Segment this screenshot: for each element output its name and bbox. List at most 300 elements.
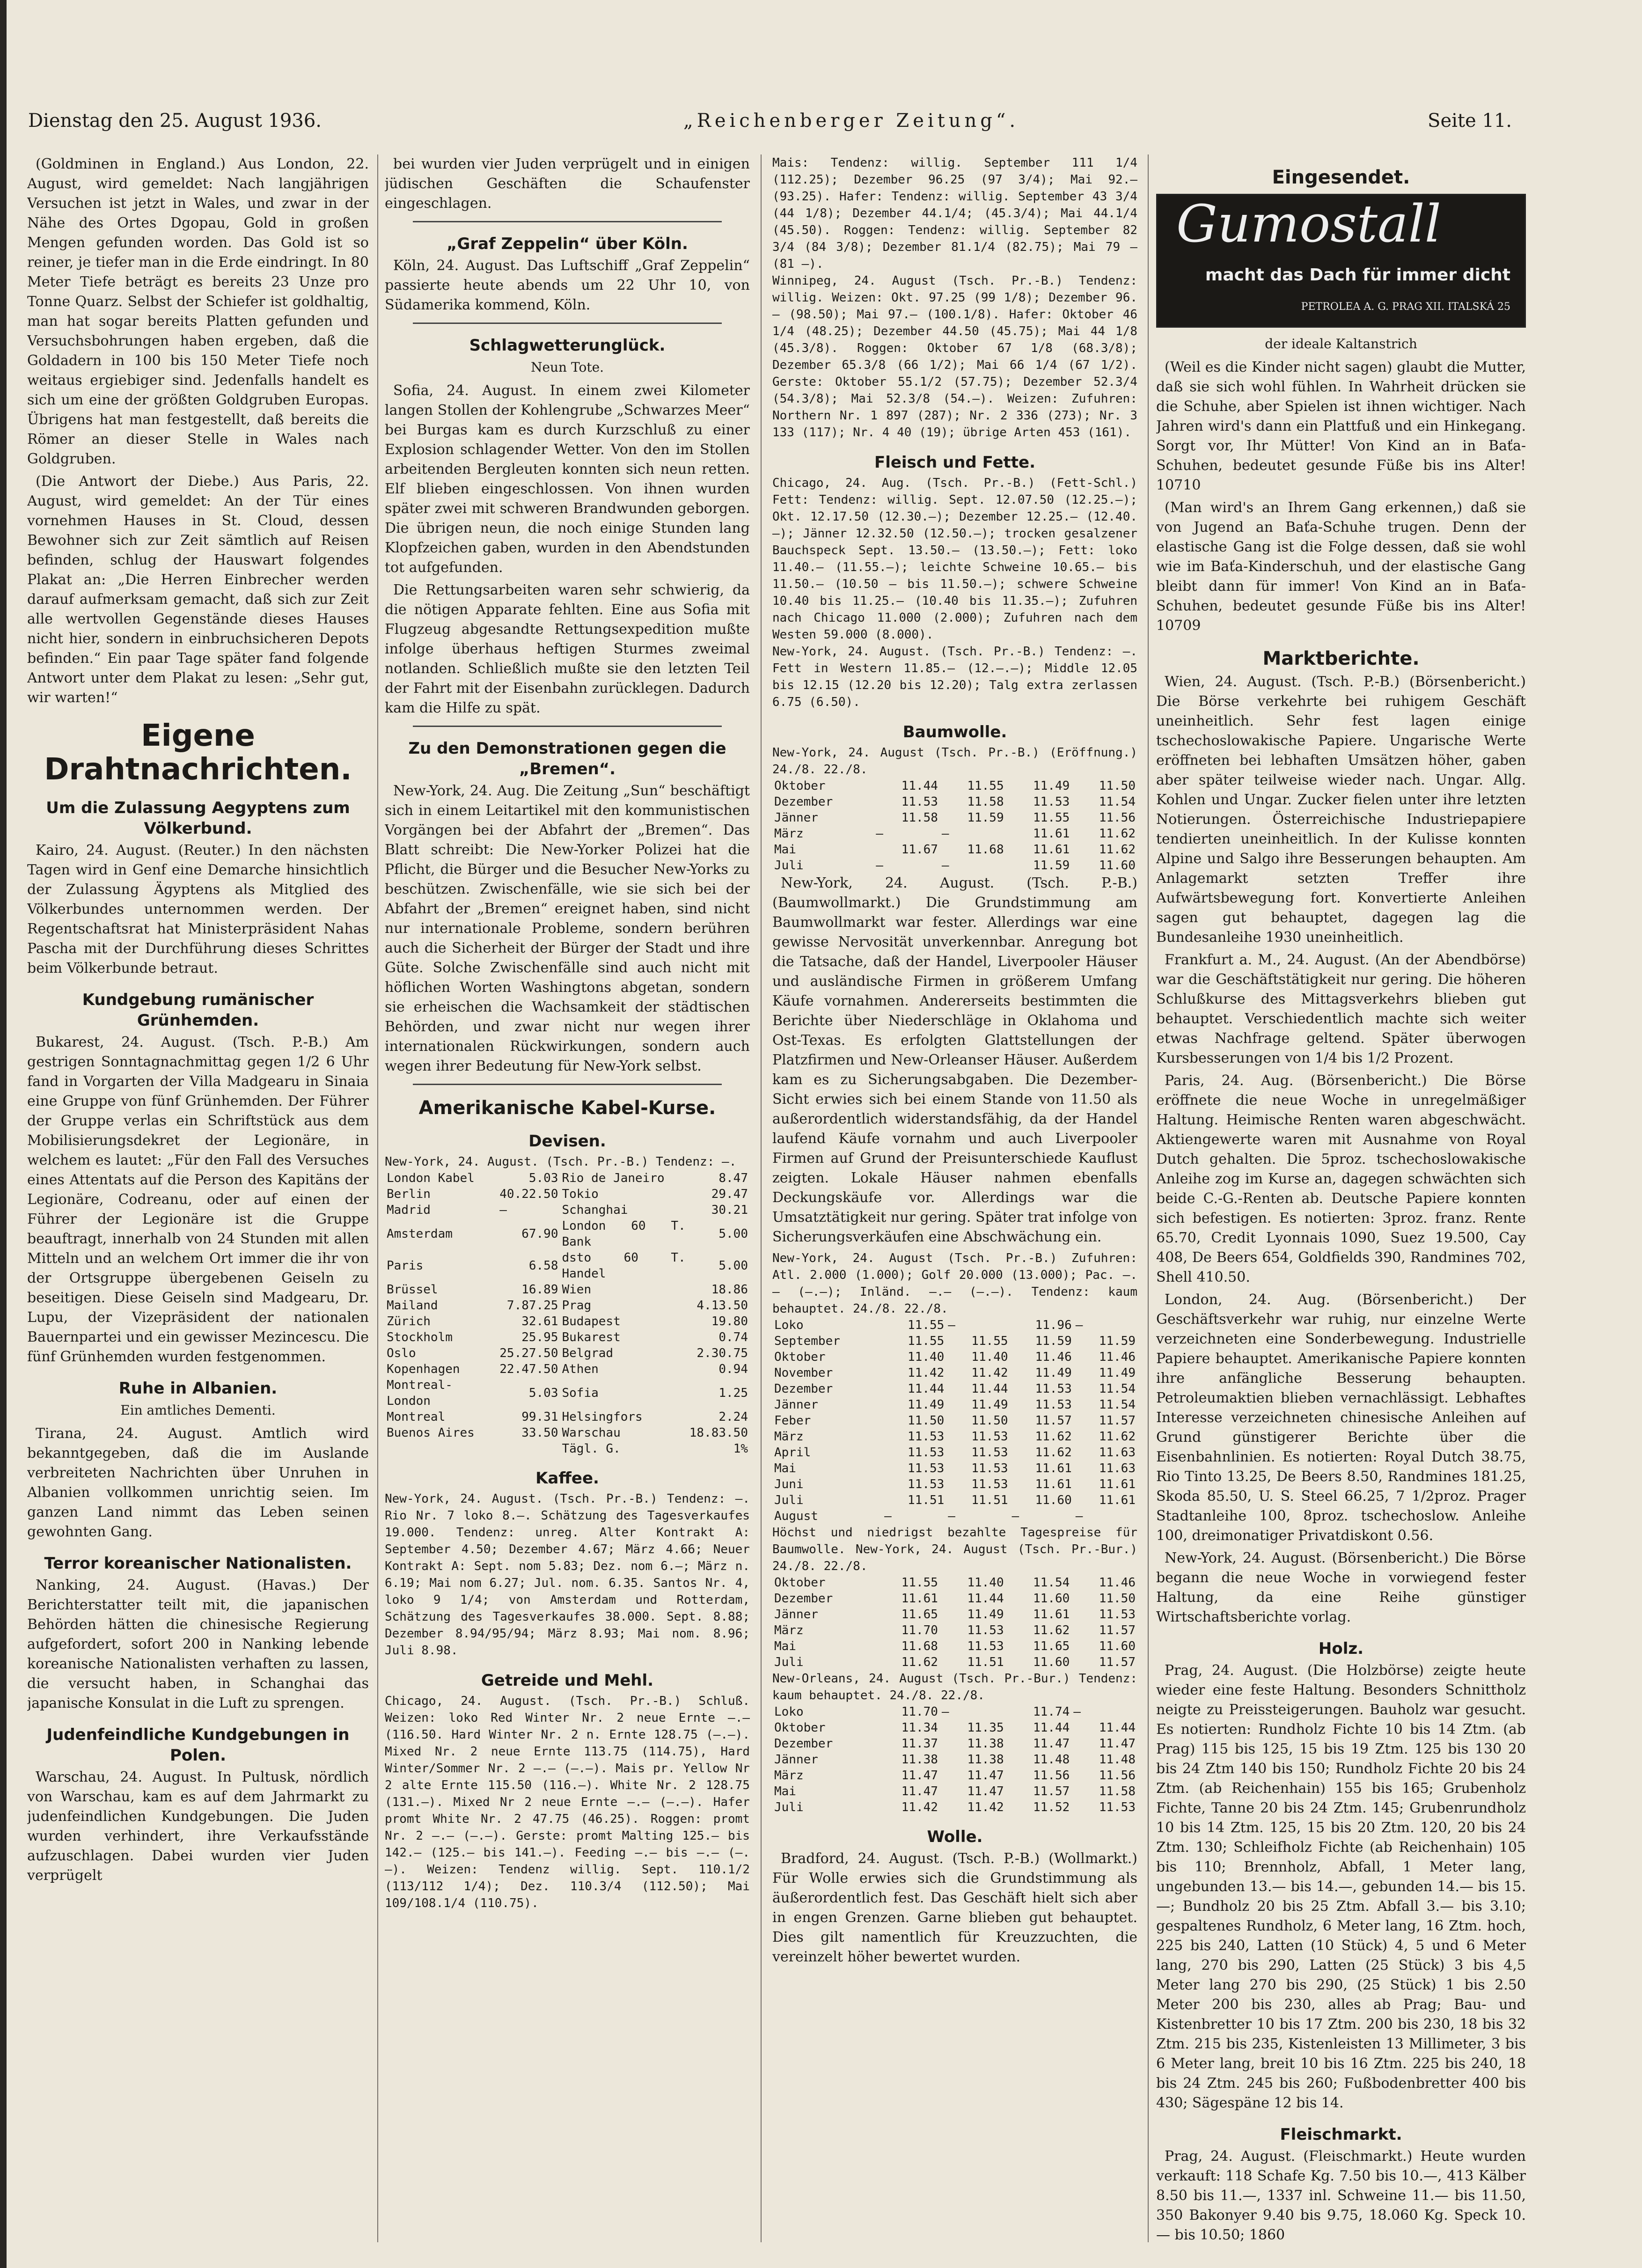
table-cell: — bbox=[948, 1509, 955, 1523]
table-cell: 25.95 bbox=[521, 1330, 558, 1344]
table-cell: Wien bbox=[562, 1283, 592, 1297]
table-row bbox=[772, 1381, 1137, 1397]
divider bbox=[413, 1084, 722, 1085]
table-row bbox=[772, 1704, 1137, 1720]
table-cell: 11.62 bbox=[1099, 843, 1136, 857]
ad-tagline: der ideale Kaltanstrich bbox=[1265, 336, 1417, 352]
table-cell: Jänner bbox=[774, 811, 818, 825]
table-cell: Sofia bbox=[562, 1386, 599, 1400]
notice-gang: (Man wird's an Ihrem Gang erkennen,) daß sie von Jugend an Baťa-Schuhe trugen. Denn der elastische Gang ist die Folge dessen, daß sie wohl wie im Baťa-Kinderschuh, und der elastische Gang bleibt dann für immer! Von Kind an in Baťa-Schuhen, bedeutet gesunde Füße bis ins Alter! 10709 bbox=[1156, 499, 1526, 634]
devisen-header: New-York, 24. August. (Tsch. Pr.-B.) Tendenz: —. bbox=[385, 1155, 737, 1169]
table-cell: 11.49 bbox=[971, 1398, 1008, 1412]
table-cell: 11.44 bbox=[967, 1592, 1004, 1606]
table-cell: 11.37 bbox=[901, 1737, 938, 1751]
baumwolle-bericht: New-York, 24. August. (Tsch. P.-B.) (Baumwollmarkt.) Die Grundstimmung am Baumwollmarkt war fester. Allerdings war eine gewisse Nervosität unverkennbar. Anregung bot die Tatsache, daß der Handel, Liverpooler Häuser und ausländische Firmen in größerem Umfang Käufe vornahmen. Andererseits bestimmten die Berichte über Niederschläge in Oklahoma und Ost-Texas. Es erfolgten Glattstellungen der Platzfirmen und New-Orleanser Häuser. Außerdem kam es zu Sicherungsabgaben. Die Dezember-Sicht erwies sich bei einem Stande von 11.50 als außerordentlich widerstandsfähig, da der Handel laufend Käufe vornahm und auch Liverpooler Firmen auf Grund der Preisunterschiede Kauflust zeigten. Lokale Häuser nahmen ebenfalls Deckungskäufe vor. Allerdings war die Umsatztätigkeit nur gering. Später trat infolge von Sicherungsverkäufen eine Abschwächung ein. bbox=[772, 875, 1137, 1245]
table-cell: 16.89 bbox=[521, 1283, 558, 1297]
table-cell: 11.96 bbox=[1035, 1318, 1072, 1332]
heading-devisen: Devisen. bbox=[528, 1132, 606, 1151]
table-cell: 4.13.50 bbox=[696, 1299, 748, 1313]
table-cell: 0.94 bbox=[718, 1362, 748, 1376]
table-cell: 2.24 bbox=[718, 1410, 748, 1424]
mais-report: Mais: Tendenz: willig. September 111 1/4 (112.25); Dezember 96.25 (97 3/4); Mai 92.— (93.25). Hafer: Tendenz: willig. September 43 3/4 (44 1/8); Dezember 44.1/4; (45.3/4); Mai 44.1/4 (45.50). Roggen: Tendenz: willig. September 82 3/4 (84 3/8); Dezember 81.1/4 (82.75); Mai 79 — (81 —). bbox=[772, 156, 1137, 271]
table-row bbox=[385, 1377, 750, 1409]
table-cell: — bbox=[1073, 1705, 1081, 1719]
article-zeppelin: Köln, 24. August. Das Luftschiff „Graf Zeppelin“ passierte heute abends um 22 Uhr 10, von Südamerika kommend, Köln. bbox=[385, 257, 750, 313]
table-row bbox=[772, 858, 1137, 873]
table-cell: 11.34 bbox=[901, 1721, 938, 1735]
wolle-report: Bradford, 24. August. (Tsch. P.-B.) (Wollmarkt.) Für Wolle erwies sich die Grundstimmung als äußerordentlich fest. Das Geschäft hielt sich aber in engen Grenzen. Garne blieben gut behauptet. Dies gilt namentlich für Kreuzzuchten, die vereinzelt höher bewertet wurden. bbox=[772, 1850, 1137, 1965]
table-row bbox=[772, 1445, 1137, 1461]
table-cell: 11.54 bbox=[1099, 795, 1136, 809]
table-cell: Feber bbox=[774, 1414, 811, 1428]
section-heading-kabelkurse: Amerikanische Kabel-Kurse. bbox=[418, 1097, 716, 1119]
table-cell: Juli bbox=[774, 1655, 804, 1669]
table-cell: Tägl. G. bbox=[562, 1442, 621, 1456]
table-cell: 11.62 bbox=[1035, 1430, 1072, 1444]
table-cell: 2.30.75 bbox=[696, 1346, 748, 1360]
table-row bbox=[385, 1186, 750, 1202]
table-row bbox=[772, 810, 1137, 826]
table-row bbox=[772, 1413, 1137, 1429]
table-row bbox=[772, 778, 1137, 794]
table-row bbox=[772, 1720, 1137, 1736]
newspaper-title: „Reichenberger Zeitung“. bbox=[683, 110, 1019, 132]
table-cell: Schanghai bbox=[562, 1203, 628, 1217]
subheadline-albanien: Ein amtliches Dementi. bbox=[120, 1402, 276, 1418]
table-cell: 11.61 bbox=[1099, 1477, 1136, 1491]
table-cell: Mai bbox=[774, 1639, 796, 1653]
table-cell: — bbox=[1075, 1318, 1083, 1332]
issue-date: Dienstag den 25. August 1936. bbox=[28, 110, 322, 132]
baumwolle2-table bbox=[772, 1317, 1137, 1524]
table-cell: Jänner bbox=[774, 1398, 818, 1412]
table-cell: März bbox=[774, 1430, 804, 1444]
column-4 bbox=[1156, 154, 1526, 2242]
divider bbox=[413, 323, 722, 324]
table-cell: 11.44 bbox=[971, 1382, 1008, 1396]
table-cell: 11.63 bbox=[1099, 1446, 1136, 1460]
table-cell: 11.55 bbox=[908, 1334, 945, 1348]
table-cell: Mai bbox=[774, 1461, 796, 1475]
table-cell: 5.00 bbox=[718, 1227, 748, 1241]
table-row bbox=[772, 842, 1137, 858]
article-schlagwetter: Sofia, 24. August. In einem zwei Kilometer langen Stollen der Kohlengrube „Schwarzes Meer“ bei Burgas kam es durch Kurzschluß zu einer Explosion schlagender Wetter. Von den im Stollen arbeitenden Bergleuten konnten sich neun retten. Elf blieben eingeschlossen. Von ihnen wurden später zwei mit schweren Brandwunden geborgen. Die übrigen neun, die noch einige Stunden lang Klopfzeichen gaben, wurden in den Abendstunden tot aufgefunden. bbox=[385, 382, 750, 576]
table-cell: Berlin bbox=[387, 1187, 431, 1201]
table-row bbox=[772, 1333, 1137, 1349]
table-cell: 25.27.50 bbox=[499, 1346, 558, 1360]
table-cell: 11.53 bbox=[971, 1461, 1008, 1475]
table-cell: Montreal-London bbox=[387, 1378, 453, 1408]
ad-firm: PETROLEA A. G. PRAG XII. ITALSKÁ 25 bbox=[1301, 301, 1510, 313]
table-cell: Prag bbox=[562, 1299, 592, 1313]
table-cell: 11.44 bbox=[901, 779, 938, 793]
table-row bbox=[772, 1736, 1137, 1752]
table-cell: 22.47.50 bbox=[499, 1362, 558, 1376]
table-row bbox=[772, 1575, 1137, 1591]
table-cell: 32.61 bbox=[521, 1314, 558, 1329]
table-row bbox=[385, 1425, 750, 1441]
report-paris: Paris, 24. Aug. (Börsenbericht.) Die Börse eröffnete die neue Woche in unregelmäßiger Haltung. Heimische Renten waren abgeschwächt. Aktiengewerte waren mit Ausnahme von Royal Dutch gehalten. Die 5proz. tschechoslowakische Anleihe zog im Kurse an, dagegen schwächten sich beide C.-G.-Renten ab. Deutsche Papiere konnten sich befestigen. Es notierten: 3proz. franz. Rente 65.70, Credit Lyonnais 1090, Suez 19.500, Cay 408, De Beers 654, Goldfields 390, Randmines 702, Shell 410.50. bbox=[1156, 1072, 1526, 1285]
table-cell: 11.62 bbox=[1035, 1446, 1072, 1460]
headline-bremen: Zu den Demonstrationen gegen die „Bremen“. bbox=[408, 739, 726, 778]
table-cell: Oktober bbox=[774, 779, 826, 793]
table-cell: 11.56 bbox=[1099, 1769, 1136, 1783]
article-judenfeindlich: Warschau, 24. August. In Pultusk, nördlich von Warschau, kam es auf dem Jahrmarkt zu judenfeindlichen Kundgebungen. Die Juden wurden verhindert, ihre Verkaufsstände aufzuschlagen. Dabei wurden vier Juden verprügelt bbox=[27, 1769, 369, 1884]
table-cell: 11.55 bbox=[971, 1334, 1008, 1348]
table-row bbox=[772, 1638, 1137, 1654]
table-cell: 11.53 bbox=[901, 795, 938, 809]
table-cell: 11.61 bbox=[1033, 1607, 1070, 1622]
table-cell: 29.47 bbox=[711, 1187, 748, 1201]
column-rule bbox=[377, 154, 378, 2242]
table-cell: Dezember bbox=[774, 1592, 833, 1606]
neworleans-table bbox=[772, 1704, 1137, 1815]
table-cell: 11.40 bbox=[971, 1350, 1008, 1364]
heading-kaffee: Kaffee. bbox=[535, 1469, 599, 1488]
kaffee-report: New-York, 24. August. (Tsch. Pr.-B.) Tendenz: —. Rio Nr. 7 loko 8.—. Schätzung des Tagesverkaufes 19.000. Tendenz: unreg. Alter Kontrakt A: September 4.50; Dezember 4.67; März 4.66; Neuer Kontrakt A: Sept. nom 5.83; Dez. nom 6.—; März n. 6.19; Mai nom 6.27; Jul. nom. 6.35. Santos Nr. 4, loko 9 1/4; von Amsterdam und Rotterdam, Schätzung des Tagesverkaufes 38.000. Sept. 8.88; Dezember 8.94/95/94; März 8.93; Mai nom. 8.96; Juli 8.98. bbox=[385, 1492, 750, 1658]
column-rule bbox=[761, 154, 762, 2242]
table-cell: 11.50 bbox=[1099, 779, 1136, 793]
table-cell: 11.57 bbox=[1099, 1414, 1136, 1428]
table-cell: 11.50 bbox=[971, 1414, 1008, 1428]
table-cell: 11.50 bbox=[1099, 1592, 1136, 1606]
table-cell: 11.49 bbox=[908, 1398, 945, 1412]
table-cell: 11.61 bbox=[1035, 1461, 1072, 1475]
table-cell: 11.42 bbox=[901, 1800, 938, 1814]
fett-newyork-report: New-York, 24. August. (Tsch. Pr.-B.) Tendenz: —. Fett in Western 11.85.— (12.—.—); Middle 12.05 bis 12.15 (12.20 bis 12.20); Talg extra zerlassen 6.75 (6.50). bbox=[772, 645, 1137, 709]
article-albanien: Tirana, 24. August. Amtlich wird bekanntgegeben, daß die im Auslande verbreiteten Nachrichten über Unruhen in Albanien vollkommen unrichtig seien. Im ganzen Land nimmt das Leben seinen gewohnten Gang. bbox=[27, 1425, 369, 1540]
table-cell: — bbox=[941, 827, 949, 841]
table-cell: 11.58 bbox=[967, 795, 1004, 809]
table-cell: 11.61 bbox=[1035, 1477, 1072, 1491]
table-cell: 11.53 bbox=[908, 1446, 945, 1460]
table-cell: März bbox=[774, 1769, 804, 1783]
divider bbox=[413, 221, 722, 222]
table-cell: Amsterdam bbox=[387, 1227, 453, 1241]
fleisch-report: Chicago, 24. Aug. (Tsch. Pr.-B.) (Fett-Schl.) Fett: Tendenz: willig. Sept. 12.07.50 (12.25.—); Okt. 12.17.50 (12.30.—); Dezember 12.25.— (12.40.—); Jänner 12.32.50 (12.50.—); trocken gesalzener Bauchspeck Sept. 13.50.— (13.50.—); Fett: loko 11.40.— (11.55.—); leichte Schweine 10.65.— bis 11.50.— (10.50 — bis 11.50.—); schwere Schweine 10.40 bis 11.25.— (10.40 bis 11.35.—); Zufuhren nach Chicago 11.000 (2.000); Zufuhren nach dem Westen 59.000 (8.000). bbox=[772, 476, 1137, 642]
table-cell: Kopenhagen bbox=[387, 1362, 460, 1376]
table-row bbox=[385, 1170, 750, 1186]
article-diebe: (Die Antwort der Diebe.) Aus Paris, 22. August, wird gemeldet: An der Tür eines vornehmen Hauses in St. Cloud, dessen Bewohner sich zur Zeit sämtlich auf Reisen befinden, schlug der Hauswart folgendes Plakat an: „Die Herren Einbrecher werden darauf aufmerksam gemacht, daß sich zur Zeit alle wertvollen Gegenstände dieses Hauses nicht hier, sondern in einbruchsicheren Depots befinden.“ Ein paar Tage später fand folgende Antwort unter dem Plakat zu lesen: „Sehr gut, wir warten!“ bbox=[27, 473, 369, 706]
heading-wolle: Wolle. bbox=[927, 1828, 983, 1846]
table-cell: 11.60 bbox=[1099, 859, 1136, 873]
table-cell: 11.47 bbox=[1099, 1737, 1136, 1751]
table-cell: 11.38 bbox=[967, 1737, 1004, 1751]
headline-judenfeindlich: Judenfeindliche Kundgebungen in Polen. bbox=[46, 1725, 350, 1765]
table-cell: September bbox=[774, 1334, 840, 1348]
table-cell: 11.53 bbox=[971, 1430, 1008, 1444]
table-cell: 30.21 bbox=[711, 1203, 748, 1217]
column-1 bbox=[27, 154, 369, 2242]
table-cell: 1% bbox=[733, 1442, 748, 1456]
table-cell: — bbox=[884, 1509, 892, 1523]
table-cell: London 60 T. Bank bbox=[562, 1219, 686, 1249]
table-cell: 11.62 bbox=[1099, 1430, 1136, 1444]
table-cell: 11.47 bbox=[967, 1784, 1004, 1798]
baumwolle-table bbox=[772, 778, 1137, 873]
table-row bbox=[772, 1317, 1137, 1333]
table-row bbox=[385, 1345, 750, 1361]
report-frankfurt: Frankfurt a. M., 24. August. (An der Abendbörse) war die Geschäftstätigkeit nur gering. Die höheren Schlußkurse des Mittagsverkehrs blieben gut behauptet. Verschiedentlich machte sich weiter etwas Nachfrage geltend. Später überwogen Kursbesserungen von 1/4 bis 1/2 Prozent. bbox=[1156, 952, 1526, 1066]
table-cell: 99.31 bbox=[521, 1410, 558, 1424]
table-row bbox=[772, 1429, 1137, 1445]
table-cell: Mailand bbox=[387, 1299, 438, 1313]
table-cell: 11.38 bbox=[901, 1753, 938, 1767]
article-rettung: Die Rettungsarbeiten waren sehr schwierig, da die nötigen Apparate fehlten. Eine aus Sofia mit Flugzeug abgesandte Rettungsexpedition mußte infolge überhaus heftigen Sturmes zweimal notlanden. Schließlich mußte sie den letzten Teil der Fahrt mit der Eisenbahn zurücklegen. Dadurch kam die Hilfe zu spät. bbox=[385, 582, 750, 716]
table-row bbox=[772, 1508, 1137, 1524]
table-row bbox=[772, 1607, 1137, 1622]
table-row bbox=[772, 1365, 1137, 1381]
table-cell: 11.65 bbox=[901, 1607, 938, 1622]
table-cell: 6.58 bbox=[528, 1259, 558, 1273]
report-fleischmarkt: Prag, 24. August. (Fleischmarkt.) Heute wurden verkauft: 118 Schafe Kg. 7.50 bis 10.—, 413 Kälber 8.50 bis 11.—, 1337 inl. Schweine 11.— bis 11.50, 350 Bakonyer 9.40 bis 9.75, 18.060 Kg. Speck 10.— bis 10.50; 1860 bbox=[1156, 2148, 1526, 2242]
table-row bbox=[772, 1752, 1137, 1768]
table-cell: 5.00 bbox=[718, 1259, 748, 1273]
heading-fleisch-fette: Fleisch und Fette. bbox=[874, 453, 1035, 472]
table-cell: — bbox=[1075, 1509, 1083, 1523]
table-cell: Juni bbox=[774, 1477, 804, 1491]
table-row bbox=[385, 1329, 750, 1345]
table-cell: 11.56 bbox=[1033, 1769, 1070, 1783]
table-row bbox=[385, 1250, 750, 1282]
table-cell: 40.22.50 bbox=[499, 1187, 558, 1201]
table-row bbox=[772, 1622, 1137, 1638]
headline-gruenhemden: Kundgebung rumänischer Grünhemden. bbox=[82, 991, 314, 1030]
table-cell: Dezember bbox=[774, 795, 833, 809]
table-cell: 11.49 bbox=[967, 1607, 1004, 1622]
column-rule bbox=[1148, 154, 1149, 2242]
table-cell: 11.47 bbox=[1033, 1737, 1070, 1751]
table-cell: 11.55 bbox=[967, 779, 1004, 793]
table-cell: Madrid bbox=[387, 1203, 431, 1217]
table-cell: Paris bbox=[387, 1259, 424, 1273]
table-cell: 11.55 bbox=[908, 1318, 945, 1332]
table-cell: 11.55 bbox=[901, 1576, 938, 1590]
table-cell: 0.74 bbox=[718, 1330, 748, 1344]
table-cell: 11.53 bbox=[1035, 1398, 1072, 1412]
table-cell bbox=[385, 1441, 498, 1457]
table-row bbox=[772, 794, 1137, 810]
table-cell: 11.53 bbox=[967, 1639, 1004, 1653]
winnipeg-report: Winnipeg, 24. August (Tsch. Pr.-B.) Tendenz: willig. Weizen: Okt. 97.25 (99 1/8); Dezember 96.— (98.50); Mai 97.— (100.1/8). Hafer: Oktober 46 1/4 (48.25); Dezember 44.50 (45.75); Mai 44 1/8 (45.3/8). Roggen: Oktober 67 1/8 (68.3/8); Dezember 65.3/8 (66 1/2); Mai 66 1/4 (67 1/2). Gerste: Oktober 55.1/2 (57.75); Dezember 52.3/4 (54.3/8); Mai 52.3/8 (54.—). Weizen: Zufuhren: Northern Nr. 1 897 (287); Nr. 2 336 (273); Nr. 3 133 (117); Nr. 4 40 (19); übrige Arten 453 (161). bbox=[772, 274, 1137, 440]
table-cell: Bukarest bbox=[562, 1330, 621, 1344]
table-cell: 11.59 bbox=[967, 811, 1004, 825]
table-cell: Dezember bbox=[774, 1382, 833, 1396]
table-cell: 11.57 bbox=[1035, 1414, 1072, 1428]
table-cell: Oktober bbox=[774, 1721, 826, 1735]
table-cell: 11.47 bbox=[901, 1769, 938, 1783]
table-cell: — bbox=[1012, 1509, 1019, 1523]
table-cell: 11.53 bbox=[971, 1446, 1008, 1460]
table-row bbox=[772, 826, 1137, 842]
table-cell: 11.50 bbox=[908, 1414, 945, 1428]
table-cell: 11.62 bbox=[1099, 827, 1136, 841]
table-cell: 1.25 bbox=[718, 1386, 748, 1400]
table-cell: 11.60 bbox=[1099, 1639, 1136, 1653]
table-row bbox=[385, 1202, 750, 1218]
table-cell: 7.87.25 bbox=[506, 1299, 558, 1313]
table-cell: Oktober bbox=[774, 1350, 826, 1364]
table-cell: 11.59 bbox=[1035, 1334, 1072, 1348]
table-cell: — bbox=[948, 1318, 955, 1332]
table-cell: Athen bbox=[562, 1362, 599, 1376]
table-cell: 11.42 bbox=[967, 1800, 1004, 1814]
neworleans-header: New-Orleans, 24. August (Tsch. Pr.-Bur.) Tendenz: kaum behauptet. 24./8. 22./8. bbox=[772, 1672, 1137, 1703]
table-cell: Mai bbox=[774, 843, 796, 857]
article-goldminen: (Goldminen in England.) Aus London, 22. August, wird gemeldet: Nach langjährigen Versuchen ist jetzt in Wales, und zwar in der Nähe des Ortes Dgopau, Gold in großen Mengen gefunden worden. Das Gold ist so reiner, je tiefer man in die Erde eindringt. In 80 Meter Tiefe beträgt es bereits 23 Unze pro Tonne Quarz. Selbst der Schiefer ist goldhaltig, man hat sogar bereits Platten gefunden und Versuchsbohrungen haben ergeben, daß die Goldadern in 100 bis 150 Meter Tiefe noch weitaus ergiebiger sind. Jedenfalls handelt es sich um eine der größten Goldgruben Europas. Übrigens hat man festgestellt, daß bereits die Römer an dieser Stelle in Wales nach Goldgruben. bbox=[27, 156, 369, 467]
table-cell: 11.40 bbox=[967, 1576, 1004, 1590]
table-cell: 11.47 bbox=[901, 1784, 938, 1798]
table-cell: 5.03 bbox=[528, 1171, 558, 1185]
report-wien: Wien, 24. August. (Tsch. P.-B.) (Börsenbericht.) Die Börse verkehrte bei ruhigem Geschäft uneinheitlich. Sehr fest lagen einige tschechoslowakische Papiere. Ungarische Werte eröffneten bei lebhaften Umsätzen höher, gaben aber später teilweise wieder nach. Ungar. Allg. Kohlen und Ungar. Zucker fielen unter ihre letzten Notierungen. Österreichische Industriepapiere tendierten uneinheitlich. In der Kulisse konnten Alpine und Salgo ihre Besserungen behaupten. Am Anlagemarkt setzten Treffer ihre Aufwärtsbewegung fort. Konvertierte Anleihen sagen gut behauptet, dagegen lag die Bundesanleihe 1930 uneinheitlich. bbox=[1156, 674, 1526, 946]
table-cell: 11.44 bbox=[1033, 1721, 1070, 1735]
table-cell: Warschau bbox=[562, 1426, 621, 1440]
page-edge bbox=[0, 0, 7, 2268]
table-row bbox=[385, 1361, 750, 1377]
devisen-table bbox=[385, 1170, 750, 1457]
table-cell bbox=[498, 1441, 560, 1457]
table-cell: 33.50 bbox=[521, 1426, 558, 1440]
table-cell: London Kabel bbox=[387, 1171, 475, 1185]
table-cell: Tokio bbox=[562, 1187, 599, 1201]
table-cell: 11.58 bbox=[1099, 1784, 1136, 1798]
table-row bbox=[385, 1298, 750, 1314]
table-cell: 11.65 bbox=[1033, 1639, 1070, 1653]
table-cell: Loko bbox=[774, 1318, 804, 1332]
table-cell: 11.53 bbox=[971, 1477, 1008, 1491]
table-cell: 11.52 bbox=[1033, 1800, 1070, 1814]
headline-terror: Terror koreanischer Nationalisten. bbox=[44, 1554, 352, 1573]
table-row bbox=[772, 1397, 1137, 1413]
table-cell: 11.60 bbox=[1035, 1493, 1072, 1507]
table-cell: 11.53 bbox=[908, 1477, 945, 1491]
table-cell: Loko bbox=[774, 1705, 804, 1719]
table-cell: 11.59 bbox=[1033, 859, 1070, 873]
article-gruenhemden: Bukarest, 24. August. (Tsch. P.-B.) Am gestrigen Sonntagnachmittag gegen 1/2 6 Uhr fand in Vorgarten der Villa Madgearu in Sinaia eine Gruppe von fünf Grünhemden. Der Führer der Gruppe verlas ein Schriftstück aus dem Mobilisierungsdekret der Legionäre, in welchem es lautet: „Für den Fall des Versuches eines Attentats auf die Person des Kapitäns der Legionäre, Codreanu, oder auf einen der Führer der Legionäre ist die Gruppe beauftragt, innerhalb von 24 Stunden mit allen Mitteln und an welchem Ort immer die ihr von der Ortsgruppe übergebenen Geiseln zu beseitigen. Diese Geiseln sind Madgearu, Dr. Lupu, der Vizepräsident der nationalen Bauernpartei und ein gewisser Mezincescu. Die fünf Grünhemden wurden festgenommen. bbox=[27, 1034, 369, 1365]
table-cell: 11.35 bbox=[967, 1721, 1004, 1735]
table-row bbox=[385, 1314, 750, 1329]
table-cell: 11.53 bbox=[1099, 1607, 1136, 1622]
table-cell: 11.53 bbox=[908, 1430, 945, 1444]
table-cell: 11.44 bbox=[908, 1382, 945, 1396]
table-cell: 11.61 bbox=[1099, 1493, 1136, 1507]
table-cell: 11.51 bbox=[967, 1655, 1004, 1669]
advertisement-gumostall bbox=[1156, 194, 1526, 328]
table-cell: 11.44 bbox=[1099, 1721, 1136, 1735]
table-cell: 11.57 bbox=[1099, 1623, 1136, 1637]
table-cell: — bbox=[876, 859, 883, 873]
table-cell: 11.46 bbox=[1099, 1350, 1136, 1364]
article-bremen: New-York, 24. Aug. Die Zeitung „Sun“ beschäftigt sich in einem Leitartikel mit den kommunistischen Vorgängen bei der Abfahrt der „Bremen“. Das Blatt schreibt: Die New-Yorker Polizei hat die Pflicht, die Bürger und die Besucher New-Yorks zu beschützen. Zwischenfälle, wie sie sich bei der Abfahrt der „Bremen“ ereignet haben, sind nicht nur internationale Probleme, sondern berühren auch die Sicherheit der Bürger der Stadt und ihre Güte. Solche Zwischenfälle sind auch nicht mit höflichen Worten Washingtons abgetan, sondern sie erheischen die Wachsamkeit der städtischen Behörden, und zwar nicht nur wegen ihrer internationalen Rückwirkungen, sondern auch wegen ihrer Bedeutung für New-York selbst. bbox=[385, 783, 750, 1074]
table-cell: 11.56 bbox=[1099, 811, 1136, 825]
table-cell: 11.62 bbox=[901, 1655, 938, 1669]
heading-getreide: Getreide und Mehl. bbox=[481, 1671, 654, 1690]
table-cell: 11.68 bbox=[967, 843, 1004, 857]
table-cell: 11.54 bbox=[1099, 1382, 1136, 1396]
table-cell: 11.53 bbox=[1099, 1800, 1136, 1814]
page-number: Seite 11. bbox=[1428, 110, 1512, 132]
report-holz: Prag, 24. August. (Die Holzbörse) zeigte heute wieder eine feste Haltung. Besonders Schnittholz neigte zu Preissteigerungen. Bauholz war gesucht. Es notierten: Rundholz Fichte 10 bis 14 Ztm. (ab Prag) 115 bis 125, 15 bis 19 Ztm. 125 bis 130 20 bis 24 Ztm 140 bis 150; Rundholz Fichte 20 bis 24 Ztm. (ab Reichenhain) 155 bis 165; Grubenholz Fichte, Tanne 20 bis 24 Ztm. 145; Grubenrundholz 10 bis 14 Ztm. 125, 15 bis 20 Ztm. 120, 20 bis 24 Ztm. 130; Schleifholz Fichte (ab Reichenhain) 105 bis 110; Brennholz, Abfall, 1 Meter lang, ungebunden 13.— bis 14.—, gebunden 14.— bis 15.—; Bundholz 20 bis 25 Ztm. Abfall 3.— bis 3.10; gespaltenes Rundholz, 6 Meter lang, 16 Ztm. hoch, 225 bis 240, Latten (10 Stück) 4, 5 und 6 Meter lang, 270 bis 290, Latten (25 Stück) 3 bis 4,5 Meter lang 270 bis 290, (25 Stück) 1 bis 2.50 Meter 200 bis 230, alles ab Prag; Bau- und Kistenbretter 10 bis 17 Ztm. 200 bis 230, 18 bis 32 Ztm. 215 bis 235, Kistenleisten 13 Millimeter, 3 bis 6 Meter lang, breit 10 bis 16 Ztm. 225 bis 240, 18 bis 24 Ztm. 245 bis 260; Fußbodenbretter 400 bis 430; Sägespäne 12 bis 14. bbox=[1156, 1662, 1526, 2111]
table-cell: Oslo bbox=[387, 1346, 416, 1360]
table-cell: Mai bbox=[774, 1784, 796, 1798]
table-cell: 11.67 bbox=[901, 843, 938, 857]
article-terror: Nanking, 24. August. (Havas.) Der Berichterstatter teilt mit, die japanischen Behörden hätten die chinesische Regierung aufgefordert, sofort 200 in Nanking lebende koreanische Nationalisten verhaften zu lassen, die versucht haben, in Schanghai das japanische Konsulat in die Luft zu sprengen. bbox=[27, 1577, 369, 1711]
table-cell: 11.68 bbox=[901, 1639, 938, 1653]
section-heading-eigene-drahtnachrichten: Eigene Drahtnachrichten. bbox=[44, 719, 352, 787]
table-cell: 11.55 bbox=[1033, 811, 1070, 825]
table-cell: Juli bbox=[774, 859, 804, 873]
table-cell: Budapest bbox=[562, 1314, 621, 1329]
table-row bbox=[385, 1282, 750, 1298]
table-cell: 5.03 bbox=[528, 1386, 558, 1400]
article-aegypten: Kairo, 24. August. (Reuter.) In den nächsten Tagen wird in Genf eine Demarche hinsichtlich der Zulassung Ägyptens als Mitglied des Völkerbundes unternommen werden. Der Regentschaftsrat hat Ministerpräsident Nahas Pascha mit der Durchführung dieses Schrittes beim Völkerbunde betraut. bbox=[27, 842, 369, 976]
hoechst-table bbox=[772, 1575, 1137, 1670]
table-cell: 11.48 bbox=[1099, 1753, 1136, 1767]
table-cell: Jänner bbox=[774, 1753, 818, 1767]
table-cell: Oktober bbox=[774, 1576, 826, 1590]
table-cell: 11.74 bbox=[1033, 1705, 1070, 1719]
table-cell: Juli bbox=[774, 1493, 804, 1507]
table-cell: 11.57 bbox=[1099, 1655, 1136, 1669]
divider bbox=[413, 726, 722, 727]
table-cell: 11.58 bbox=[901, 811, 938, 825]
getreide-report: Chicago, 24. August. (Tsch. Pr.-B.) Schluß. Weizen: loko Red Winter Nr. 2 neue Ernte —.— (116.50. Hard Winter Nr. 2 n. Ernte 128.75 (—.—). Mixed Nr. 2 neue Ernte 113.75 (114.75), Hard Winter/Sommer Nr. 2 —.— (—.—). Mais pr. Yellow Nr 2 alte Ernte 115.50 (116.—). White Nr. 2 128.75 (131.—). Mixed Nr 2 neue Ernte —.— (—.—). Hafer promt White Nr. 2 47.75 (46.25). Roggen: promt Nr. 2 —.— (—.—). Gerste: promt Malting 125.— bis 142.— (125.— bis 141.—). Feeding —.— bis —.— (—.—). Weizen: Tendenz willig. Sept. 110.1/2 (113/112 1/4); Dez. 110.3/4 (112.50); Mai 109/108.1/4 (110.75). bbox=[385, 1694, 750, 1910]
table-cell: November bbox=[774, 1366, 833, 1380]
headline-albanien: Ruhe in Albanien. bbox=[118, 1379, 278, 1398]
table-cell: 11.46 bbox=[1035, 1350, 1072, 1364]
table-cell: 11.46 bbox=[1099, 1576, 1136, 1590]
table-cell: Helsingfors bbox=[562, 1410, 643, 1424]
table-cell: 11.53 bbox=[1033, 795, 1070, 809]
heading-holz: Holz. bbox=[1318, 1639, 1364, 1658]
table-cell: 11.53 bbox=[967, 1623, 1004, 1637]
table-cell: 11.61 bbox=[1033, 827, 1070, 841]
heading-fleischmarkt: Fleischmarkt. bbox=[1280, 2125, 1402, 2144]
baumwolle-header: New-York, 24. August (Tsch. Pr.-B.) (Eröffnung.) 24./8. 22./8. bbox=[772, 746, 1137, 777]
table-row bbox=[772, 1461, 1137, 1476]
table-cell: 11.42 bbox=[908, 1366, 945, 1380]
table-cell: — bbox=[876, 827, 883, 841]
table-cell: — bbox=[941, 859, 949, 873]
table-cell: 11.51 bbox=[908, 1493, 945, 1507]
table-cell: 19.80 bbox=[711, 1314, 748, 1329]
table-cell: 11.53 bbox=[1035, 1382, 1072, 1396]
table-cell: 8.47 bbox=[718, 1171, 748, 1185]
table-cell: 11.60 bbox=[1033, 1592, 1070, 1606]
table-row bbox=[385, 1218, 750, 1250]
heading-eingesendet: Eingesendet. bbox=[1272, 167, 1410, 188]
table-row bbox=[385, 1409, 750, 1425]
table-cell: 11.61 bbox=[901, 1592, 938, 1606]
table-cell: 11.49 bbox=[1099, 1366, 1136, 1380]
table-cell: 11.70 bbox=[901, 1705, 938, 1719]
table-cell: Stockholm bbox=[387, 1330, 453, 1344]
table-cell: 11.60 bbox=[1033, 1655, 1070, 1669]
hoechst-header: Höchst und niedrigst bezahlte Tagespreise für Baumwolle. New-York, 24. August (Tsch. Pr.-Bur.) 24./8. 22./8. bbox=[772, 1526, 1137, 1573]
table-row bbox=[772, 1784, 1137, 1799]
article-continued: bei wurden vier Juden verprügelt und in einigen jüdischen Geschäften die Schaufenster eingeschlagen. bbox=[385, 156, 750, 212]
table-row bbox=[772, 1591, 1137, 1607]
report-london: London, 24. Aug. (Börsenbericht.) Der Geschäftsverkehr war ruhig, nur einzelne Werte verzeichneten eine Sonderbewegung. Industrielle Papiere behauptet. Amerikanische Papiere konnten ihre anfängliche Besserung behaupten. Petroleumaktien blieben vernachlässigt. Lebhaftes Interesse verzeichneten chinesische Anleihen auf Grund günstigerer Berichte über die Eisenbahnlinien. Es notierten: Royal Dutch 38.75, Rio Tinto 13.25, De Beers 8.50, Randmines 181.25, Skoda 85.50, U. S. Steel 66.25, 7 1/2proz. Prager Stadtanleihe 100, 8proz. tschechoslow. Anleihe 100, dreimonatiger Privatdiskont 0.56. bbox=[1156, 1292, 1526, 1544]
table-cell: 11.61 bbox=[1033, 843, 1070, 857]
table-cell: Belgrad bbox=[562, 1346, 614, 1360]
table-cell: Buenos Aires bbox=[387, 1426, 475, 1440]
table-row bbox=[772, 1654, 1137, 1670]
table-cell: — bbox=[499, 1203, 507, 1217]
table-cell: 11.53 bbox=[908, 1461, 945, 1475]
table-cell: 67.90 bbox=[521, 1227, 558, 1241]
table-cell: März bbox=[774, 1623, 804, 1637]
